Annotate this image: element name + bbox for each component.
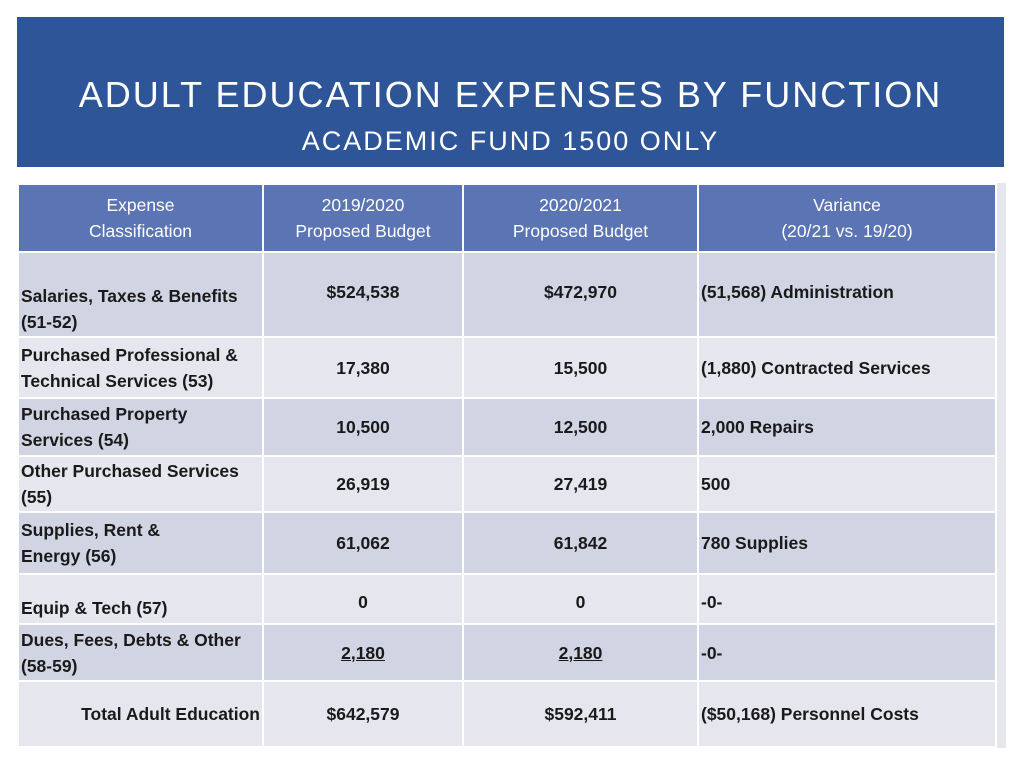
page-title: ADULT EDUCATION EXPENSES BY FUNCTION: [78, 74, 943, 115]
variance-value: -0-: [698, 574, 996, 624]
total-fy2021: $592,411: [463, 681, 698, 747]
header-expense-classification: Expense Classification: [18, 184, 263, 252]
expense-label: Dues, Fees, Debts & Other (58-59): [18, 624, 263, 681]
expenses-table: [17, 183, 997, 748]
fy2020-value: 2,180: [263, 624, 463, 681]
table-row: [18, 252, 996, 337]
total-label: Total Adult Education: [18, 681, 263, 747]
expense-label: Purchased Professional & Technical Services (53): [18, 337, 263, 398]
total-fy2020: $642,579: [263, 681, 463, 747]
variance-value: (51,568) Administration: [698, 252, 996, 337]
expense-label: Equip & Tech (57): [18, 574, 263, 624]
table-row: [18, 624, 996, 681]
fy2021-value: $472,970: [463, 252, 698, 337]
variance-value: (1,880) Contracted Services: [698, 337, 996, 398]
header-variance: Variance (20/21 vs. 19/20): [698, 184, 996, 252]
fy2021-value: 2,180: [463, 624, 698, 681]
total-row: [18, 681, 996, 747]
fy2021-value: 12,500: [463, 398, 698, 456]
expense-label: Salaries, Taxes & Benefits (51-52): [18, 252, 263, 337]
page-subtitle: ACADEMIC FUND 1500 ONLY: [301, 126, 720, 156]
table-row: [18, 574, 996, 624]
expense-label: Purchased Property Services (54): [18, 398, 263, 456]
table-row: [18, 398, 996, 456]
variance-value: 2,000 Repairs: [698, 398, 996, 456]
variance-value: 780 Supplies: [698, 512, 996, 574]
table-row: [18, 456, 996, 512]
expense-label: Supplies, Rent & Energy (56): [18, 512, 263, 574]
fy2020-value: 0: [263, 574, 463, 624]
fy2021-value: 27,419: [463, 456, 698, 512]
total-variance: ($50,168) Personnel Costs: [698, 681, 996, 747]
title-banner: [17, 17, 1004, 167]
table-header-row: [18, 184, 996, 252]
table-row: [18, 337, 996, 398]
expense-label: Other Purchased Services (55): [18, 456, 263, 512]
header-2019-2020-budget: 2019/2020 Proposed Budget: [263, 184, 463, 252]
fy2021-value: 0: [463, 574, 698, 624]
fy2020-value: 26,919: [263, 456, 463, 512]
fy2020-value: 61,062: [263, 512, 463, 574]
fy2021-value: 61,842: [463, 512, 698, 574]
fy2020-value: 17,380: [263, 337, 463, 398]
fy2021-value: 15,500: [463, 337, 698, 398]
fy2020-value: $524,538: [263, 252, 463, 337]
variance-value: 500: [698, 456, 996, 512]
variance-value: -0-: [698, 624, 996, 681]
expenses-table-container: [17, 183, 1006, 748]
header-2020-2021-budget: 2020/2021 Proposed Budget: [463, 184, 698, 252]
fy2020-value: 10,500: [263, 398, 463, 456]
table-row: [18, 512, 996, 574]
